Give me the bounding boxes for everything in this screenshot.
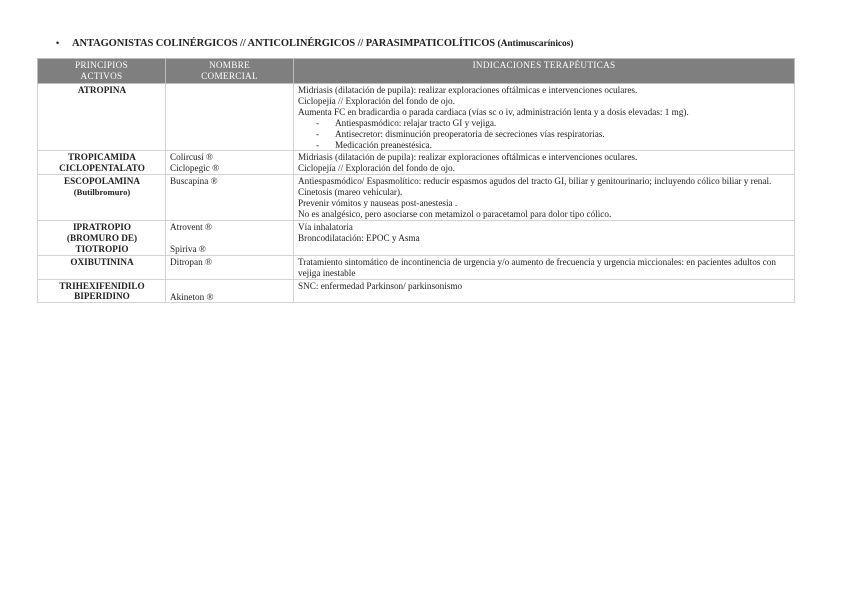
drug-table: [37, 58, 795, 303]
header-nombre: NOMBRE COMERCIAL: [166, 59, 294, 84]
section-heading: [56, 38, 573, 49]
indicaciones-cell: SNC: enfermedad Parkinson/ parkinsonismo: [294, 279, 795, 303]
indicaciones-cell: Tratamiento sintomático de incontinencia de urgencia y/o aumento de frecuencia y urgencia miccionales: en pacientes adultos con vejiga inestable: [294, 255, 795, 279]
principio-cell: ATROPINA: [38, 84, 166, 151]
table-row: [38, 175, 795, 221]
table-header-row: [38, 59, 795, 84]
table-row: [38, 220, 795, 255]
principio-cell: TROPICAMIDA CICLOPENTALATO: [38, 151, 166, 175]
table-row: [38, 151, 795, 175]
comercial-cell: Akineton ®: [166, 279, 294, 303]
principio-cell: OXIBUTININA: [38, 255, 166, 279]
indicaciones-cell: Midriasis (dilatación de pupila): realizar exploraciones oftálmicas e intervenciones oculares. Ciclopejía // Exploración del fondo de ojo.: [294, 151, 795, 175]
table-row: [38, 255, 795, 279]
indicaciones-cell: Midriasis (dilatación de pupila): realizar exploraciones oftálmicas e intervenciones oculares. Ciclopejía // Exploración del fondo de ojo. Aumenta FC en bradicardia o parada cardiaca (vías sc o iv, administración lenta y a dosis elevadas: 1 mg). - Antiespasmódico: relajar tracto GI y vejiga. - Antisecretor: disminución preoperatoria de secreciones vías respiratorias. - Medicación preanestésica.: [294, 84, 795, 151]
header-principios: PRINCIPIOS ACTIVOS: [38, 59, 166, 84]
sub-list-item: - Medicación preanestésica.: [316, 139, 432, 150]
heading-subtitle: (Antimuscarínicos): [497, 39, 574, 49]
sub-list-item: - Antisecretor: disminución preoperatoria de secreciones vías respiratorias.: [316, 128, 605, 139]
comercial-cell: Colircusí ® Ciclopegic ®: [166, 151, 294, 175]
principio-cell: ESCOPOLAMINA (Butilbromuro): [38, 175, 166, 221]
principio-cell: IPRATROPIO (BROMURO DE) TIOTROPIO: [38, 220, 166, 255]
table-row: [38, 84, 795, 151]
bullet-icon: •: [56, 38, 60, 48]
principio-cell: TRIHEXIFENIDILO BIPERIDINO: [38, 279, 166, 303]
indicaciones-cell: Vía inhalatoria Broncodilatación: EPOC y Asma: [294, 220, 795, 255]
indicaciones-cell: Antiespasmódico/ Espasmolítico: reducir espasmos agudos del tracto GI, biliar y genitourinario; incluyendo cólico biliar y renal. Cinetosis (mareo vehicular). Prevenir vómitos y nauseas post-anestesia . No es analgésico, pero asociarse con metamizol o paracetamol para dolor tipo cólico.: [294, 175, 795, 221]
comercial-cell: [166, 84, 294, 151]
comercial-cell: Buscapina ®: [166, 175, 294, 221]
table-row: [38, 279, 795, 303]
header-indicaciones: INDICACIONES TERAPÉUTICAS: [294, 59, 795, 84]
sub-list-item: - Antiespasmódico: relajar tracto GI y vejiga.: [316, 117, 497, 128]
heading-title: ANTAGONISTAS COLINÉRGICOS // ANTICOLINÉRGICOS // PARASIMPATICOLÍTICOS: [72, 38, 496, 49]
comercial-cell: Ditropan ®: [166, 255, 294, 279]
comercial-cell: Atrovent ® Spiriva ®: [166, 220, 294, 255]
